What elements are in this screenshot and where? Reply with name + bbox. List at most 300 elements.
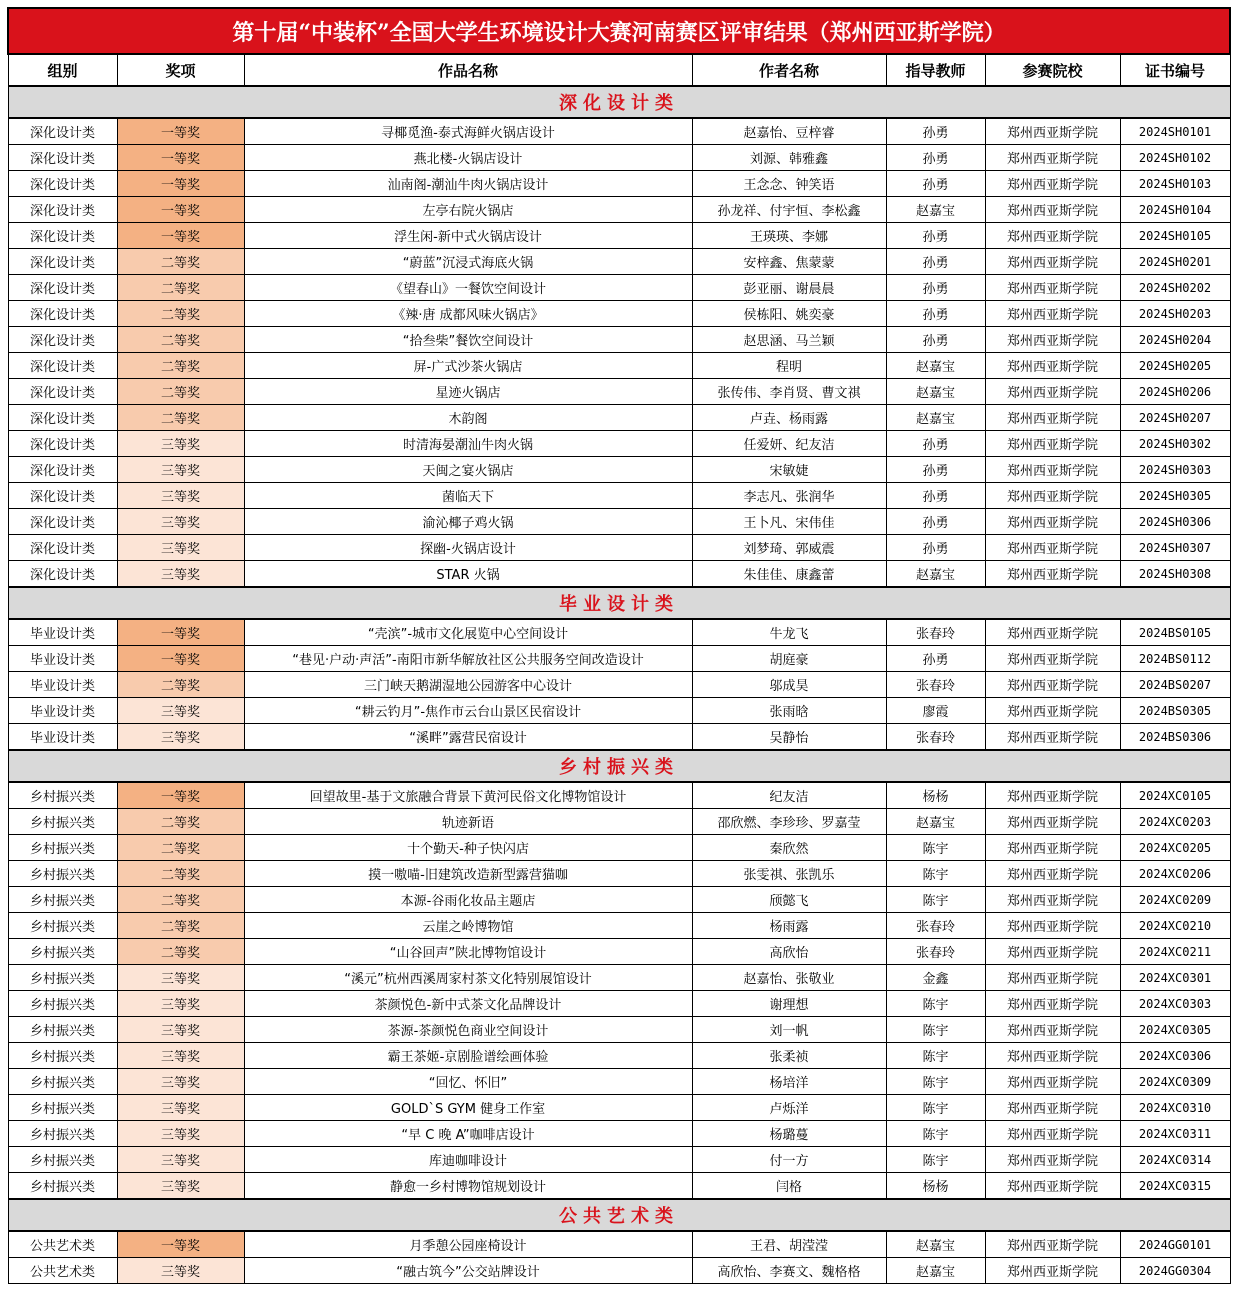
school-cell: 郑州西亚斯学院 [985, 1095, 1120, 1121]
table-row [8, 379, 1230, 405]
table-row [8, 197, 1230, 223]
award-cell: 一等奖 [117, 646, 244, 672]
award-cell: 一等奖 [117, 171, 244, 197]
advisor-cell: 张春玲 [886, 939, 985, 965]
advisor-cell: 陈宇 [886, 1017, 985, 1043]
group-cell: 深化设计类 [8, 457, 117, 483]
award-cell: 三等奖 [117, 1069, 244, 1095]
award-cell: 三等奖 [117, 1121, 244, 1147]
award-cell: 三等奖 [117, 1173, 244, 1200]
section-header-row [8, 1199, 1230, 1231]
work-title-cell: 左亭右院火锅店 [244, 197, 692, 223]
school-cell: 郑州西亚斯学院 [985, 379, 1120, 405]
group-cell: 深化设计类 [8, 561, 117, 588]
work-title-cell: 三门峡天鹅湖湿地公园游客中心设计 [244, 672, 692, 698]
certificate-cell: 2024BS0112 [1120, 646, 1230, 672]
advisor-cell: 张春玲 [886, 619, 985, 646]
group-cell: 毕业设计类 [8, 619, 117, 646]
authors-cell: 卢烁洋 [692, 1095, 886, 1121]
school-cell: 郑州西亚斯学院 [985, 991, 1120, 1017]
table-body [8, 86, 1230, 1284]
advisor-cell: 陈宇 [886, 1069, 985, 1095]
certificate-cell: 2024SH0302 [1120, 431, 1230, 457]
group-cell: 乡村振兴类 [8, 809, 117, 835]
advisor-cell: 陈宇 [886, 835, 985, 861]
table-row [8, 619, 1230, 646]
authors-cell: 吴静怡 [692, 724, 886, 751]
award-cell: 二等奖 [117, 301, 244, 327]
award-cell: 一等奖 [117, 619, 244, 646]
group-cell: 深化设计类 [8, 379, 117, 405]
school-cell: 郑州西亚斯学院 [985, 619, 1120, 646]
advisor-cell: 杨杨 [886, 1173, 985, 1200]
award-cell: 三等奖 [117, 561, 244, 588]
table-row [8, 327, 1230, 353]
certificate-cell: 2024XC0306 [1120, 1043, 1230, 1069]
group-cell: 乡村振兴类 [8, 1173, 117, 1200]
award-cell: 二等奖 [117, 913, 244, 939]
group-cell: 乡村振兴类 [8, 1095, 117, 1121]
school-cell: 郑州西亚斯学院 [985, 1121, 1120, 1147]
work-title-cell: 茶源-茶颜悦色商业空间设计 [244, 1017, 692, 1043]
table-row [8, 1231, 1230, 1258]
group-cell: 深化设计类 [8, 275, 117, 301]
school-cell: 郑州西亚斯学院 [985, 249, 1120, 275]
award-cell: 三等奖 [117, 1147, 244, 1173]
table-row [8, 483, 1230, 509]
certificate-cell: 2024XC0211 [1120, 939, 1230, 965]
award-cell: 二等奖 [117, 861, 244, 887]
authors-cell: 赵嘉怡、张敬业 [692, 965, 886, 991]
group-cell: 深化设计类 [8, 223, 117, 249]
award-cell: 二等奖 [117, 939, 244, 965]
advisor-cell: 陈宇 [886, 1043, 985, 1069]
authors-cell: 安梓鑫、焦蒙蒙 [692, 249, 886, 275]
school-cell: 郑州西亚斯学院 [985, 457, 1120, 483]
table-row [8, 457, 1230, 483]
school-cell: 郑州西亚斯学院 [985, 809, 1120, 835]
award-cell: 二等奖 [117, 275, 244, 301]
school-cell: 郑州西亚斯学院 [985, 197, 1120, 223]
advisor-cell: 陈宇 [886, 887, 985, 913]
work-title-cell: “壳滨”-城市文化展览中心空间设计 [244, 619, 692, 646]
section-title: 毕业设计类 [8, 587, 1230, 619]
group-cell: 毕业设计类 [8, 672, 117, 698]
school-cell: 郑州西亚斯学院 [985, 1231, 1120, 1258]
authors-cell: 李志凡、张润华 [692, 483, 886, 509]
school-cell: 郑州西亚斯学院 [985, 145, 1120, 171]
header-advisor: 指导教师 [886, 54, 985, 86]
certificate-cell: 2024SH0101 [1120, 118, 1230, 145]
certificate-cell: 2024XC0209 [1120, 887, 1230, 913]
school-cell: 郑州西亚斯学院 [985, 724, 1120, 751]
group-cell: 深化设计类 [8, 327, 117, 353]
work-title-cell: “溪畔”露营民宿设计 [244, 724, 692, 751]
group-cell: 深化设计类 [8, 301, 117, 327]
school-cell: 郑州西亚斯学院 [985, 405, 1120, 431]
group-cell: 乡村振兴类 [8, 782, 117, 809]
table-row [8, 887, 1230, 913]
table-row [8, 724, 1230, 751]
work-title-cell: 屏-广式沙茶火锅店 [244, 353, 692, 379]
group-cell: 乡村振兴类 [8, 1043, 117, 1069]
authors-cell: 付一方 [692, 1147, 886, 1173]
school-cell: 郑州西亚斯学院 [985, 1017, 1120, 1043]
group-cell: 乡村振兴类 [8, 939, 117, 965]
table-row [8, 1043, 1230, 1069]
authors-cell: 王念念、钟笑语 [692, 171, 886, 197]
certificate-cell: 2024BS0105 [1120, 619, 1230, 646]
advisor-cell: 赵嘉宝 [886, 1231, 985, 1258]
group-cell: 乡村振兴类 [8, 835, 117, 861]
table-row [8, 405, 1230, 431]
work-title-cell: “拾叁柴”餐饮空间设计 [244, 327, 692, 353]
header-school: 参赛院校 [985, 54, 1120, 86]
group-cell: 乡村振兴类 [8, 1147, 117, 1173]
table-row [8, 249, 1230, 275]
authors-cell: 牛龙飞 [692, 619, 886, 646]
group-cell: 深化设计类 [8, 353, 117, 379]
award-cell: 三等奖 [117, 457, 244, 483]
table-row [8, 275, 1230, 301]
table-row [8, 145, 1230, 171]
table-row [8, 509, 1230, 535]
work-title-cell: 本源-谷雨化妆品主题店 [244, 887, 692, 913]
certificate-cell: 2024XC0203 [1120, 809, 1230, 835]
award-cell: 二等奖 [117, 672, 244, 698]
table-row [8, 672, 1230, 698]
school-cell: 郑州西亚斯学院 [985, 1173, 1120, 1200]
work-title-cell: 库迪咖啡设计 [244, 1147, 692, 1173]
school-cell: 郑州西亚斯学院 [985, 275, 1120, 301]
certificate-cell: 2024SH0307 [1120, 535, 1230, 561]
certificate-cell: 2024XC0210 [1120, 913, 1230, 939]
authors-cell: 赵嘉怡、豆梓睿 [692, 118, 886, 145]
authors-cell: 宋敏婕 [692, 457, 886, 483]
advisor-cell: 孙勇 [886, 457, 985, 483]
work-title-cell: 木韵阁 [244, 405, 692, 431]
section-title: 乡村振兴类 [8, 750, 1230, 782]
advisor-cell: 陈宇 [886, 861, 985, 887]
advisor-cell: 陈宇 [886, 1121, 985, 1147]
section-header-row [8, 587, 1230, 619]
work-title-cell: “蔚蓝”沉浸式海底火锅 [244, 249, 692, 275]
advisor-cell: 孙勇 [886, 646, 985, 672]
certificate-cell: 2024XC0309 [1120, 1069, 1230, 1095]
authors-cell: 闫格 [692, 1173, 886, 1200]
certificate-cell: 2024SH0303 [1120, 457, 1230, 483]
certificate-cell: 2024SH0204 [1120, 327, 1230, 353]
authors-cell: 邵欣燃、李珍珍、罗嘉莹 [692, 809, 886, 835]
work-title-cell: 渝沁椰子鸡火锅 [244, 509, 692, 535]
award-cell: 二等奖 [117, 327, 244, 353]
award-cell: 二等奖 [117, 835, 244, 861]
certificate-cell: 2024SH0206 [1120, 379, 1230, 405]
advisor-cell: 赵嘉宝 [886, 561, 985, 588]
group-cell: 毕业设计类 [8, 724, 117, 751]
header-work-title: 作品名称 [244, 54, 692, 86]
work-title-cell: 《望春山》一餐饮空间设计 [244, 275, 692, 301]
advisor-cell: 孙勇 [886, 535, 985, 561]
advisor-cell: 孙勇 [886, 275, 985, 301]
advisor-cell: 杨杨 [886, 782, 985, 809]
award-cell: 二等奖 [117, 405, 244, 431]
certificate-cell: 2024XC0315 [1120, 1173, 1230, 1200]
school-cell: 郑州西亚斯学院 [985, 561, 1120, 588]
results-sheet [7, 7, 1229, 1284]
certificate-cell: 2024BS0207 [1120, 672, 1230, 698]
advisor-cell: 孙勇 [886, 223, 985, 249]
group-cell: 乡村振兴类 [8, 913, 117, 939]
authors-cell: 任爱妍、纪友洁 [692, 431, 886, 457]
table-row [8, 782, 1230, 809]
award-cell: 三等奖 [117, 535, 244, 561]
advisor-cell: 张春玲 [886, 913, 985, 939]
school-cell: 郑州西亚斯学院 [985, 672, 1120, 698]
school-cell: 郑州西亚斯学院 [985, 835, 1120, 861]
certificate-cell: 2024XC0301 [1120, 965, 1230, 991]
school-cell: 郑州西亚斯学院 [985, 1043, 1120, 1069]
advisor-cell: 孙勇 [886, 483, 985, 509]
advisor-cell: 孙勇 [886, 145, 985, 171]
advisor-cell: 张春玲 [886, 672, 985, 698]
award-cell: 一等奖 [117, 197, 244, 223]
table-row [8, 1017, 1230, 1043]
advisor-cell: 孙勇 [886, 327, 985, 353]
group-cell: 毕业设计类 [8, 646, 117, 672]
award-cell: 二等奖 [117, 809, 244, 835]
table-row [8, 1069, 1230, 1095]
work-title-cell: 霸王茶姬-京剧脸谱绘画体验 [244, 1043, 692, 1069]
school-cell: 郑州西亚斯学院 [985, 171, 1120, 197]
work-title-cell: 《辣·唐 成都风味火锅店》 [244, 301, 692, 327]
group-cell: 深化设计类 [8, 145, 117, 171]
award-cell: 三等奖 [117, 1095, 244, 1121]
table-row [8, 991, 1230, 1017]
authors-cell: 张雯祺、张凯乐 [692, 861, 886, 887]
award-cell: 三等奖 [117, 1043, 244, 1069]
table-row [8, 939, 1230, 965]
school-cell: 郑州西亚斯学院 [985, 939, 1120, 965]
certificate-cell: 2024SH0103 [1120, 171, 1230, 197]
advisor-cell: 孙勇 [886, 301, 985, 327]
certificate-cell: 2024SH0205 [1120, 353, 1230, 379]
work-title-cell: 云崖之岭博物馆 [244, 913, 692, 939]
work-title-cell: 轨迹新语 [244, 809, 692, 835]
table-row [8, 561, 1230, 588]
group-cell: 公共艺术类 [8, 1258, 117, 1284]
authors-cell: 孙龙祥、付宇恒、李松鑫 [692, 197, 886, 223]
authors-cell: 赵思涵、马兰颖 [692, 327, 886, 353]
advisor-cell: 陈宇 [886, 1095, 985, 1121]
group-cell: 公共艺术类 [8, 1231, 117, 1258]
authors-cell: 高欣怡、李赛文、魏格格 [692, 1258, 886, 1284]
award-cell: 三等奖 [117, 483, 244, 509]
table-row [8, 431, 1230, 457]
award-cell: 二等奖 [117, 249, 244, 275]
table-row [8, 223, 1230, 249]
work-title-cell: “山谷回声”陕北博物馆设计 [244, 939, 692, 965]
authors-cell: 朱佳佳、康鑫蕾 [692, 561, 886, 588]
certificate-cell: 2024XC0205 [1120, 835, 1230, 861]
authors-cell: 张传伟、李肖贤、曹文祺 [692, 379, 886, 405]
certificate-cell: 2024XC0311 [1120, 1121, 1230, 1147]
group-cell: 乡村振兴类 [8, 1121, 117, 1147]
authors-cell: 张柔祯 [692, 1043, 886, 1069]
group-cell: 乡村振兴类 [8, 965, 117, 991]
work-title-cell: “耕云钓月”-焦作市云台山景区民宿设计 [244, 698, 692, 724]
header-authors: 作者名称 [692, 54, 886, 86]
authors-cell: 杨培洋 [692, 1069, 886, 1095]
school-cell: 郑州西亚斯学院 [985, 782, 1120, 809]
group-cell: 乡村振兴类 [8, 1017, 117, 1043]
school-cell: 郑州西亚斯学院 [985, 483, 1120, 509]
certificate-cell: 2024SH0104 [1120, 197, 1230, 223]
authors-cell: 刘一帆 [692, 1017, 886, 1043]
table-row [8, 913, 1230, 939]
advisor-cell: 赵嘉宝 [886, 353, 985, 379]
award-cell: 二等奖 [117, 887, 244, 913]
group-cell: 乡村振兴类 [8, 861, 117, 887]
award-cell: 一等奖 [117, 782, 244, 809]
work-title-cell: 菌临天下 [244, 483, 692, 509]
work-title-cell: GOLD`S GYM 健身工作室 [244, 1095, 692, 1121]
work-title-cell: 茶颜悦色-新中式茶文化品牌设计 [244, 991, 692, 1017]
school-cell: 郑州西亚斯学院 [985, 887, 1120, 913]
certificate-cell: 2024SH0203 [1120, 301, 1230, 327]
work-title-cell: “巷见·户动·声活”-南阳市新华解放社区公共服务空间改造设计 [244, 646, 692, 672]
authors-cell: 高欣怡 [692, 939, 886, 965]
work-title-cell: 汕南阁-潮汕牛肉火锅店设计 [244, 171, 692, 197]
table-row [8, 1258, 1230, 1284]
certificate-cell: 2024SH0102 [1120, 145, 1230, 171]
authors-cell: 纪友洁 [692, 782, 886, 809]
table-row [8, 1147, 1230, 1173]
work-title-cell: 回望故里-基于文旅融合背景下黄河民俗文化博物馆设计 [244, 782, 692, 809]
authors-cell: 程明 [692, 353, 886, 379]
authors-cell: 卢垚、杨雨露 [692, 405, 886, 431]
advisor-cell: 孙勇 [886, 249, 985, 275]
authors-cell: 侯栋阳、姚奕豪 [692, 301, 886, 327]
work-title-cell: 月季憩公园座椅设计 [244, 1231, 692, 1258]
work-title-cell: 摸一嗷喵-旧建筑改造新型露营猫咖 [244, 861, 692, 887]
table-row [8, 646, 1230, 672]
certificate-cell: 2024GG0304 [1120, 1258, 1230, 1284]
award-cell: 三等奖 [117, 431, 244, 457]
work-title-cell: “融古筑今”公交站牌设计 [244, 1258, 692, 1284]
group-cell: 深化设计类 [8, 431, 117, 457]
certificate-cell: 2024SH0207 [1120, 405, 1230, 431]
group-cell: 乡村振兴类 [8, 991, 117, 1017]
table-row [8, 965, 1230, 991]
advisor-cell: 廖霞 [886, 698, 985, 724]
group-cell: 深化设计类 [8, 405, 117, 431]
award-cell: 二等奖 [117, 379, 244, 405]
certificate-cell: 2024SH0201 [1120, 249, 1230, 275]
group-cell: 乡村振兴类 [8, 1069, 117, 1095]
header-row [8, 54, 1230, 86]
school-cell: 郑州西亚斯学院 [985, 431, 1120, 457]
authors-cell: 秦欣然 [692, 835, 886, 861]
advisor-cell: 金鑫 [886, 965, 985, 991]
certificate-cell: 2024XC0314 [1120, 1147, 1230, 1173]
table-row [8, 171, 1230, 197]
work-title-cell: “早 C 晚 A”咖啡店设计 [244, 1121, 692, 1147]
school-cell: 郑州西亚斯学院 [985, 327, 1120, 353]
authors-cell: 刘源、韩雅鑫 [692, 145, 886, 171]
certificate-cell: 2024GG0101 [1120, 1231, 1230, 1258]
certificate-cell: 2024XC0305 [1120, 1017, 1230, 1043]
authors-cell: 王君、胡滢滢 [692, 1231, 886, 1258]
work-title-cell: 星迹火锅店 [244, 379, 692, 405]
advisor-cell: 赵嘉宝 [886, 1258, 985, 1284]
work-title-cell: 天闽之宴火锅店 [244, 457, 692, 483]
award-cell: 一等奖 [117, 223, 244, 249]
work-title-cell: 十个勤天-种子快闪店 [244, 835, 692, 861]
group-cell: 深化设计类 [8, 249, 117, 275]
work-title-cell: “溪元”杭州西溪周家村茶文化特别展馆设计 [244, 965, 692, 991]
group-cell: 深化设计类 [8, 171, 117, 197]
work-title-cell: 燕北楼-火锅店设计 [244, 145, 692, 171]
certificate-cell: 2024SH0308 [1120, 561, 1230, 588]
work-title-cell: “回忆、怀旧” [244, 1069, 692, 1095]
advisor-cell: 赵嘉宝 [886, 379, 985, 405]
award-cell: 三等奖 [117, 509, 244, 535]
table-row [8, 835, 1230, 861]
award-cell: 三等奖 [117, 965, 244, 991]
authors-cell: 刘梦琦、郭威震 [692, 535, 886, 561]
header-award: 奖项 [117, 54, 244, 86]
school-cell: 郑州西亚斯学院 [985, 965, 1120, 991]
table-row [8, 353, 1230, 379]
table-row [8, 1095, 1230, 1121]
award-cell: 三等奖 [117, 991, 244, 1017]
certificate-cell: 2024XC0310 [1120, 1095, 1230, 1121]
table-row [8, 301, 1230, 327]
award-cell: 三等奖 [117, 1017, 244, 1043]
school-cell: 郑州西亚斯学院 [985, 509, 1120, 535]
header-group: 组别 [8, 54, 117, 86]
certificate-cell: 2024BS0306 [1120, 724, 1230, 751]
table-row [8, 535, 1230, 561]
certificate-cell: 2024XC0105 [1120, 782, 1230, 809]
certificate-cell: 2024SH0305 [1120, 483, 1230, 509]
authors-cell: 王瑛瑛、李娜 [692, 223, 886, 249]
school-cell: 郑州西亚斯学院 [985, 1258, 1120, 1284]
group-cell: 深化设计类 [8, 197, 117, 223]
certificate-cell: 2024SH0202 [1120, 275, 1230, 301]
section-header-row [8, 750, 1230, 782]
award-cell: 一等奖 [117, 1231, 244, 1258]
authors-cell: 谢理想 [692, 991, 886, 1017]
school-cell: 郑州西亚斯学院 [985, 535, 1120, 561]
table-row [8, 861, 1230, 887]
section-header-row [8, 86, 1230, 118]
work-title-cell: 浮生闲-新中式火锅店设计 [244, 223, 692, 249]
award-cell: 三等奖 [117, 1258, 244, 1284]
group-cell: 乡村振兴类 [8, 887, 117, 913]
advisor-cell: 孙勇 [886, 171, 985, 197]
school-cell: 郑州西亚斯学院 [985, 1069, 1120, 1095]
group-cell: 毕业设计类 [8, 698, 117, 724]
advisor-cell: 赵嘉宝 [886, 405, 985, 431]
certificate-cell: 2024SH0306 [1120, 509, 1230, 535]
table-row [8, 809, 1230, 835]
sheet-title: 第十届“中装杯”全国大学生环境设计大赛河南赛区评审结果（郑州西亚斯学院） [8, 8, 1230, 54]
table-row [8, 118, 1230, 145]
authors-cell: 王卜凡、宋伟佳 [692, 509, 886, 535]
certificate-cell: 2024XC0303 [1120, 991, 1230, 1017]
